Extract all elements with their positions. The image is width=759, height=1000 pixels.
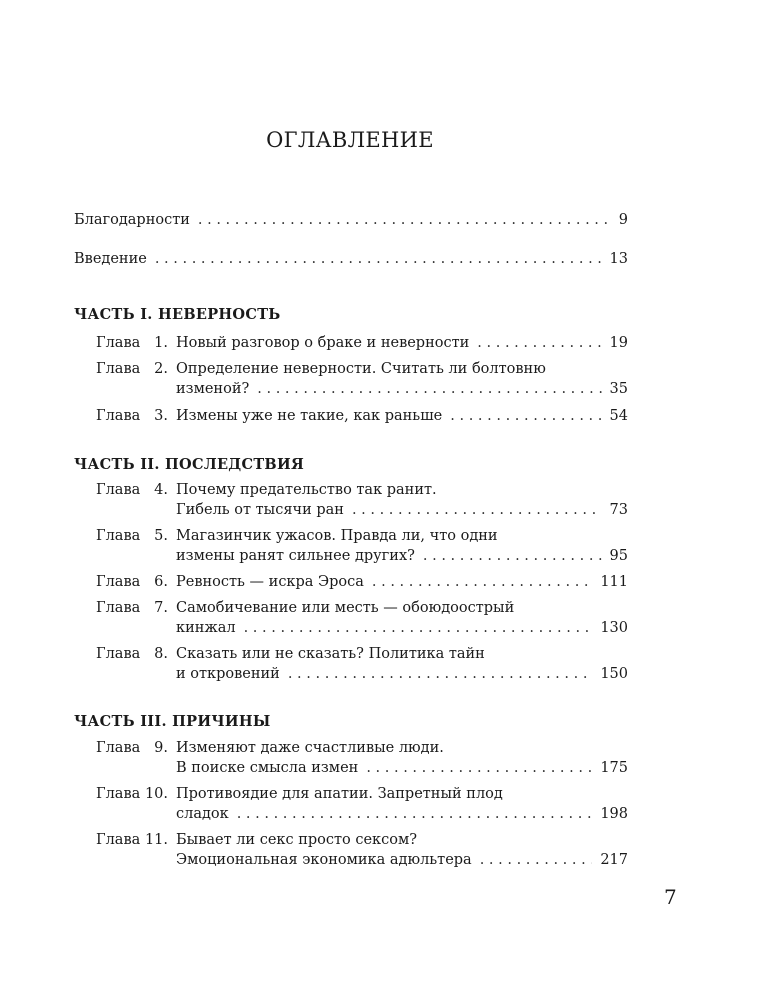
toc-entry-chapter-title: Гибель от тысячи ран [176,502,344,518]
chapter-number: 5. [154,528,168,544]
toc-entry-chapter-line[interactable]: Сказать или не сказать? Политика тайн [176,646,485,662]
part-heading: ЧАСТЬ III. ПРИЧИНЫ [74,713,271,730]
chapter-number: 8. [154,646,168,662]
chapter-label: Глава [96,832,141,848]
toc-entry-chapter-line[interactable]: Магазинчик ужасов. Правда ли, что одни [176,528,498,544]
chapter-number: 11. [144,832,168,848]
chapter-number: 4. [154,482,168,498]
toc-entry-chapter-title: Измены уже не такие, как раньше [176,408,443,424]
toc-entry-chapter[interactable] [176,379,628,399]
toc-entry-chapter-leader-dots [450,406,601,426]
chapter-label: Глава [96,361,141,377]
chapter-label: Глава [96,740,141,756]
toc-entry-chapter-page: 35 [609,381,628,397]
toc-entry-chapter-title: Ревность — искра Эроса [176,574,364,590]
toc-entry-front-page: 13 [609,251,628,267]
page-number: 7 [664,885,677,909]
toc-entry-chapter-leader-dots [372,572,592,592]
chapter-number: 9. [154,740,168,756]
toc-entry-chapter[interactable] [176,758,628,778]
toc-entry-front-leader-dots [198,210,611,230]
toc-entry-chapter-title: изменой? [176,381,250,397]
toc-entry-front-title: Введение [74,251,147,267]
toc-entry-chapter[interactable] [176,618,628,638]
toc-entry-chapter-leader-dots [237,804,593,824]
toc-entry-chapter[interactable] [176,333,628,353]
toc-entry-chapter-line[interactable]: Изменяют даже счастливые люди. [176,740,444,756]
chapter-number: 6. [154,574,168,590]
chapter-label: Глава [96,786,141,802]
toc-entry-chapter-leader-dots [423,546,602,566]
toc-entry-chapter-page: 54 [609,408,628,424]
toc-entry-chapter-page: 198 [600,806,628,822]
part-heading: ЧАСТЬ I. НЕВЕРНОСТЬ [74,306,281,323]
toc-entry-chapter-page: 73 [609,502,628,518]
toc-entry-chapter-line[interactable]: Определение неверности. Считать ли болтовню [176,361,546,377]
chapter-label: Глава [96,482,141,498]
toc-entry-chapter-page: 175 [600,760,628,776]
toc-entry-chapter-title: Эмоциональная экономика адюльтера [176,852,472,868]
chapter-number: 2. [154,361,168,377]
toc-entry-chapter-leader-dots [480,850,593,870]
toc-entry-chapter-title: сладок [176,806,229,822]
toc-entry-chapter-page: 217 [600,852,628,868]
chapter-label: Глава [96,574,141,590]
toc-entry-front[interactable] [74,249,628,269]
toc-entry-chapter-leader-dots [244,618,593,638]
toc-entry-chapter[interactable] [176,546,628,566]
toc-entry-chapter-page: 95 [609,548,628,564]
toc-entry-chapter[interactable] [176,664,628,684]
toc-entry-chapter[interactable] [176,804,628,824]
chapter-label: Глава [96,646,141,662]
toc-entry-chapter-title: и откровений [176,666,280,682]
part-heading: ЧАСТЬ II. ПОСЛЕДСТВИЯ [74,456,305,473]
chapter-label: Глава [96,528,141,544]
toc-entry-chapter-leader-dots [257,379,601,399]
toc-entry-chapter-title: кинжал [176,620,236,636]
toc-entry-chapter[interactable] [176,500,628,520]
chapter-number: 1. [154,335,168,351]
toc-entry-chapter-title: Новый разговор о браке и неверности [176,335,470,351]
chapter-label: Глава [96,335,141,351]
chapter-number: 10. [144,786,168,802]
toc-entry-chapter[interactable] [176,850,628,870]
toc-entry-chapter-leader-dots [352,500,602,520]
toc-entry-chapter-title: В поиске смысла измен [176,760,359,776]
toc-entry-front-page: 9 [618,212,628,228]
toc-entry-front[interactable] [74,210,628,230]
chapter-label: Глава [96,600,141,616]
chapter-label: Глава [96,408,141,424]
toc-entry-chapter-line[interactable]: Почему предательство так ранит. [176,482,437,498]
chapter-number: 7. [154,600,168,616]
toc-entry-chapter[interactable] [176,572,628,592]
toc-entry-front-title: Благодарности [74,212,190,228]
toc-entry-chapter-page: 19 [609,335,628,351]
toc-entry-front-leader-dots [155,249,602,269]
toc-entry-chapter-title: измены ранят сильнее других? [176,548,415,564]
toc-entry-chapter-line[interactable]: Противоядие для апатии. Запретный плод [176,786,503,802]
toc-entry-chapter-leader-dots [477,333,601,353]
page-title: ОГЛАВЛЕНИЕ [266,128,434,152]
chapter-number: 3. [154,408,168,424]
toc-entry-chapter-page: 150 [600,666,628,682]
toc-entry-chapter[interactable] [176,406,628,426]
toc-entry-chapter-line[interactable]: Бывает ли секс просто сексом? [176,832,418,848]
toc-entry-chapter-leader-dots [288,664,592,684]
toc-entry-chapter-line[interactable]: Самобичевание или месть — обоюдоострый [176,600,515,616]
toc-entry-chapter-leader-dots [366,758,592,778]
toc-entry-chapter-page: 130 [600,620,628,636]
toc-entry-chapter-page: 111 [600,574,628,590]
